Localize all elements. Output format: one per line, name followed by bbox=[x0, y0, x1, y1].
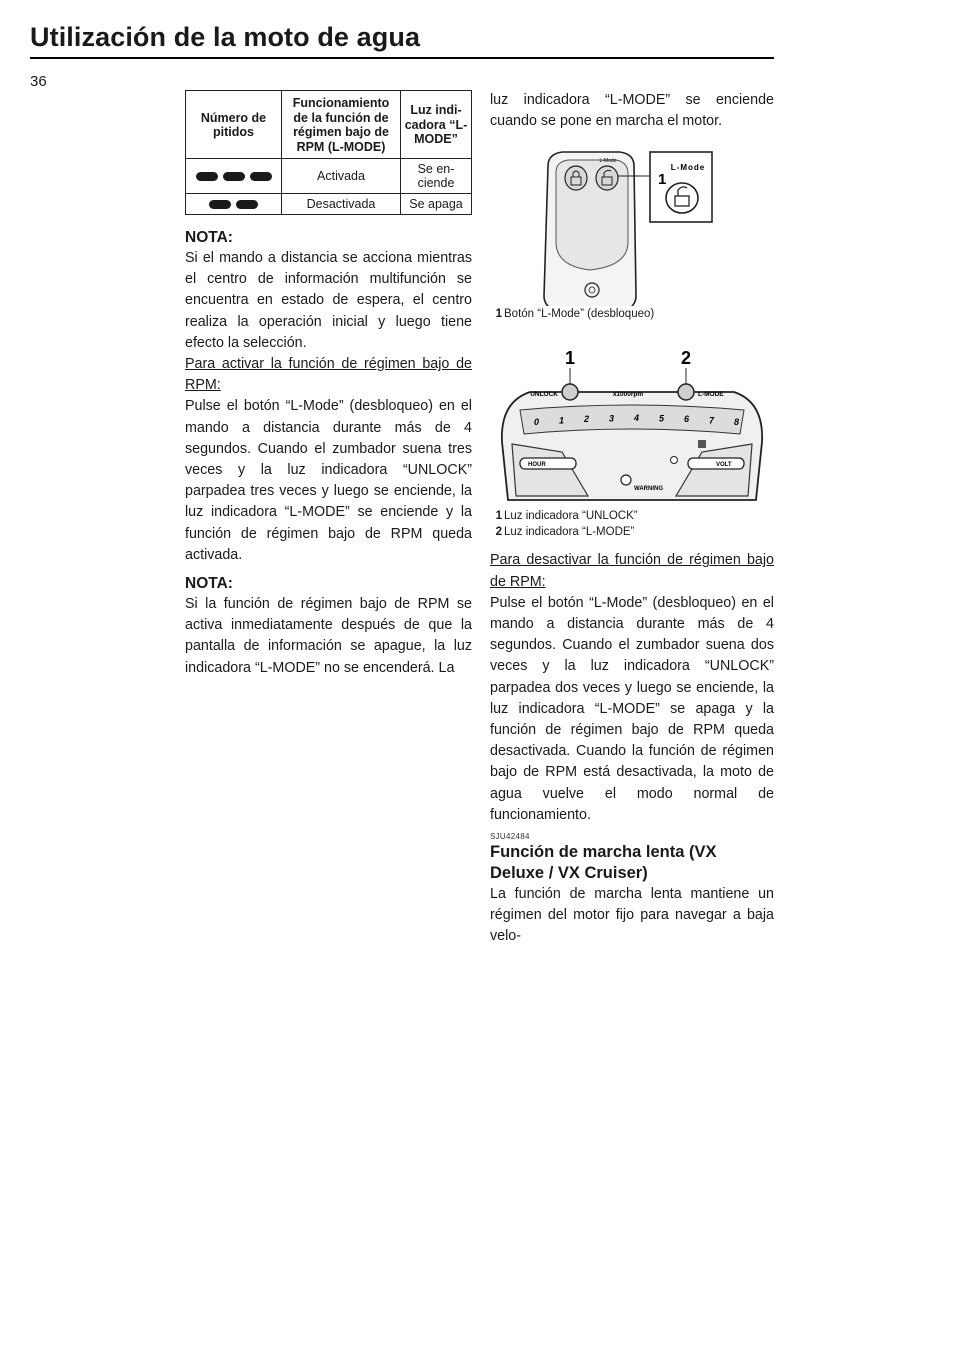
warning-lamp bbox=[621, 475, 631, 485]
rpm-tick-label: 5 bbox=[659, 413, 665, 424]
note-label: NOTA: bbox=[185, 229, 233, 246]
callout-number: 1 bbox=[564, 348, 576, 369]
callout-number: 2 bbox=[680, 348, 692, 369]
remote-key-figure bbox=[490, 146, 774, 306]
left-column bbox=[185, 90, 472, 679]
zoom-label: L-Mode bbox=[670, 163, 706, 173]
remote-fob-illustration bbox=[490, 146, 774, 306]
table-cell: Se en-ciende bbox=[401, 159, 472, 194]
instrument-panel-figure bbox=[490, 332, 774, 508]
callout-number: 1 bbox=[658, 171, 667, 189]
rpm-tick-label: 0 bbox=[534, 417, 540, 428]
caption-text: Luz indicadora “UNLOCK” bbox=[504, 510, 638, 523]
caption-text: Botón “L-Mode” (desbloqueo) bbox=[504, 308, 655, 321]
caption-number: 1 bbox=[495, 308, 502, 321]
note-text: Si la función de régimen bajo de RPM se activa inmediatamente después de que la pantalla de información se apague, la luz indicadora “L-MODE” no se encenderá. La bbox=[185, 596, 472, 676]
note-label: NOTA: bbox=[185, 575, 233, 593]
section-text: La función de marcha lenta mantiene un régimen del motor fijo para navegar a baja velo- bbox=[490, 886, 774, 945]
activate-heading: Para activar la función de régimen bajo de RPM: bbox=[185, 356, 472, 394]
beep-pill-icon bbox=[223, 172, 245, 181]
beep-pattern-cell bbox=[186, 159, 282, 194]
lmode-indicator-lamp bbox=[678, 384, 694, 400]
instrument-panel-illustration bbox=[490, 332, 774, 508]
activate-text: Pulse el botón “L-Mode” (desbloqueo) en el mando a distancia durante más de 4 segundos. Cuando el zumbador suena tres veces y la luz indicadora “UNLOCK” parpadea tres veces y luego se enciende, la luz indicadora “L-MODE” se enciende y la función de régimen bajo de RPM queda activada. bbox=[185, 398, 472, 563]
fob-button-label: L-Mode bbox=[599, 158, 617, 165]
table-header-cell: Número de pitidos bbox=[186, 91, 282, 159]
beep-table bbox=[185, 90, 472, 215]
warning-label: WARNING bbox=[634, 486, 663, 493]
note-text: Si el mando a distancia se acciona mientras el centro de información multifunción se encuentra en estado de espera, el centro realiza la operación inicial y luego tiene efecto la selección. bbox=[185, 250, 472, 351]
table-header-row bbox=[186, 91, 472, 159]
page-number: 36 bbox=[30, 73, 47, 90]
beep-pattern-three bbox=[188, 172, 279, 181]
rpm-tick-label: 4 bbox=[634, 413, 640, 424]
unlock-zoom-icon bbox=[666, 183, 698, 213]
figure-caption bbox=[490, 508, 774, 540]
rpm-tick-label: 2 bbox=[584, 414, 590, 425]
fob-bottom-button-icon bbox=[585, 283, 599, 297]
header-rule bbox=[30, 57, 774, 59]
fuel-icon bbox=[698, 440, 706, 448]
lmode-label: L-MODE bbox=[698, 391, 724, 399]
deactivate-heading: Para desactivar la función de régimen bajo de RPM: bbox=[490, 552, 774, 590]
rpm-tick-label: 3 bbox=[609, 413, 615, 424]
rpm-tick-label: 7 bbox=[709, 415, 715, 426]
lock-button-icon bbox=[565, 166, 587, 190]
right-column bbox=[490, 90, 774, 948]
beep-pill-icon bbox=[250, 172, 272, 181]
caption-number: 2 bbox=[495, 526, 502, 539]
rpm-tick-label: 8 bbox=[734, 417, 740, 428]
rpm-label: x1000rpm bbox=[612, 391, 644, 399]
table-row bbox=[186, 159, 472, 194]
rpm-tick-label: 6 bbox=[684, 414, 690, 425]
table-row bbox=[186, 194, 472, 215]
hour-label: HOUR bbox=[528, 462, 546, 469]
continuation-text: luz indicadora “L-MODE” se enciende cuando se pone en marcha el motor. bbox=[490, 92, 774, 130]
table-cell: Desactivada bbox=[282, 194, 401, 215]
beep-pill-icon bbox=[236, 200, 258, 209]
volt-label: VOLT bbox=[716, 462, 732, 469]
unlock-label: UNLOCK bbox=[530, 391, 558, 399]
page-header-title: Utilización de la moto de agua bbox=[30, 22, 421, 52]
section-code: SJU42484 bbox=[490, 832, 530, 842]
table-cell: Se apaga bbox=[401, 194, 472, 215]
beep-pill-icon bbox=[209, 200, 231, 209]
table-header-cell: Funcionamiento de la función de régimen bajo de RPM (L-MODE) bbox=[282, 91, 401, 159]
unlock-indicator-lamp bbox=[562, 384, 578, 400]
table-header-cell: Luz indi-cadora “L-MODE” bbox=[401, 91, 472, 159]
beep-pill-icon bbox=[196, 172, 218, 181]
caption-number: 1 bbox=[495, 510, 502, 523]
rpm-tick-label: 1 bbox=[559, 415, 565, 426]
caption-text: Luz indicadora “L-MODE” bbox=[504, 526, 635, 539]
deactivate-text: Pulse el botón “L-Mode” (desbloqueo) en el mando a distancia durante más de 4 segundos. Cuando el zumbador suena dos veces y la luz indicadora “UNLOCK” parpadea dos veces y luego se enciende, la luz indicadora “L-MODE” se apaga y la función de régimen bajo de RPM queda desactivada. Cuando la función de régimen bajo de RPM está desactivada, la moto de agua vuelve el modo normal de funcionamiento. bbox=[490, 594, 774, 823]
unlock-button-icon bbox=[596, 166, 618, 190]
figure-caption bbox=[490, 306, 774, 322]
table-cell: Activada bbox=[282, 159, 401, 194]
beep-pattern-cell bbox=[186, 194, 282, 215]
section-title: Función de marcha lenta (VX Deluxe / VX Cruiser) bbox=[490, 843, 717, 883]
beep-pattern-two bbox=[188, 200, 279, 209]
